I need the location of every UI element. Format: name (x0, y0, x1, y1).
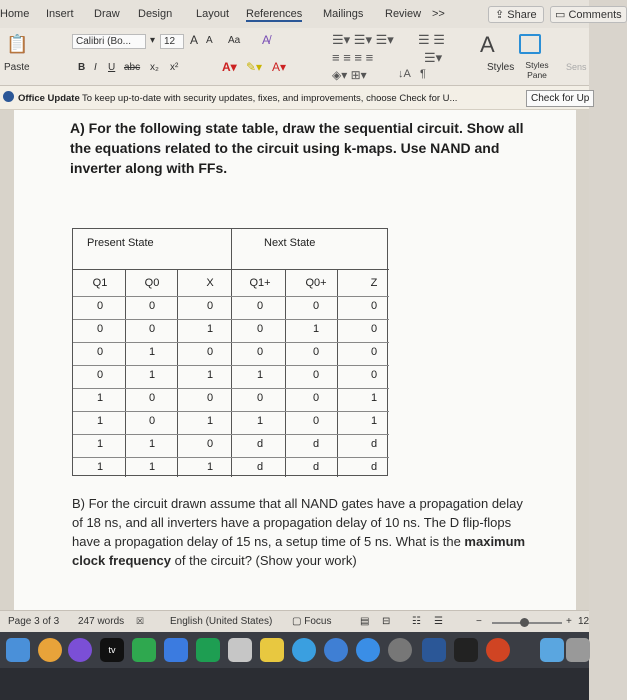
focus-label: Focus (304, 616, 332, 627)
tv-label: tv (108, 645, 116, 655)
clear-formatting-icon[interactable]: A̸ (262, 33, 271, 47)
table-cell-q1-next: 0 (256, 346, 264, 358)
finder-icon[interactable] (6, 638, 30, 662)
row-line (73, 296, 389, 297)
table-cell-q1: 1 (96, 415, 104, 427)
column-line (177, 269, 178, 477)
styles-label[interactable]: Styles (487, 62, 515, 73)
strikethrough-button[interactable]: abc (124, 62, 141, 73)
highlight-icon[interactable]: ✎▾ (246, 60, 263, 74)
table-cell-q1: 1 (96, 392, 104, 404)
table-cell-z: d (370, 461, 378, 473)
column-header-q0-next: Q0+ (305, 277, 327, 289)
row-line (73, 434, 389, 435)
tab-layout[interactable]: Layout (196, 8, 230, 20)
language-label[interactable]: English (United States) (170, 616, 273, 627)
question-b-body: B) For the circuit drawn assume that all NAND gates have a propagation delay of 18 ns, and all inverters have a propagation delay of 10 ns. The D flip-flops have a propagation delay of 15 ns, a setup time of 5 ns. What is the (72, 496, 523, 549)
zoom-value[interactable]: 12 (578, 616, 590, 627)
indent-icon[interactable]: ☰ ☰ (418, 32, 445, 47)
share-icon: ⇪ (495, 9, 508, 21)
underline-button[interactable]: U (108, 62, 116, 73)
table-cell-q0: 0 (148, 415, 156, 427)
table-cell-x: 0 (206, 346, 214, 358)
table-cell-z: 0 (370, 300, 378, 312)
table-cell-z: d (370, 438, 378, 450)
state-table (72, 228, 388, 476)
notes-icon[interactable] (260, 638, 284, 662)
table-cell-z: 1 (370, 392, 378, 404)
row-line (73, 457, 389, 458)
table-cell-q1-next: d (256, 461, 264, 473)
page-count[interactable]: Page 3 of 3 (8, 616, 60, 627)
update-message: To keep up-to-date with security updates, fixes, and improvements, choose Check for U... (82, 93, 458, 104)
question-b-tail: of the circuit? (Show your work) (174, 553, 357, 568)
table-cell-q1-next: d (256, 438, 264, 450)
bold-button[interactable]: B (78, 62, 86, 73)
table-cell-x: 0 (206, 392, 214, 404)
info-icon (3, 91, 14, 102)
print-layout-icon[interactable]: ▤ (360, 616, 370, 627)
tab-references[interactable]: References (246, 8, 303, 20)
table-cell-q0-next: 0 (312, 300, 320, 312)
update-notification-bar (0, 86, 589, 110)
table-cell-q1: 1 (96, 438, 104, 450)
comment-icon: ▭ (555, 9, 569, 21)
column-line (125, 269, 126, 477)
table-cell-q1-next: 0 (256, 300, 264, 312)
next-state-header: Next State (264, 237, 316, 249)
table-cell-q1-next: 0 (256, 323, 264, 335)
font-name-select[interactable]: Calibri (Bo... (72, 34, 146, 49)
paste-label[interactable]: Paste (4, 62, 30, 73)
tab-review[interactable]: Review (385, 8, 422, 20)
table-cell-x: 1 (206, 461, 214, 473)
table-cell-x: 0 (206, 300, 214, 312)
row-line (73, 342, 389, 343)
table-cell-x: 1 (206, 323, 214, 335)
row-line (73, 411, 389, 412)
table-cell-z: 1 (370, 415, 378, 427)
table-cell-q0: 1 (148, 461, 156, 473)
present-state-header: Present State (87, 237, 154, 249)
table-cell-q0: 1 (148, 369, 156, 381)
word-count[interactable]: 247 words (78, 616, 125, 627)
column-line (285, 269, 286, 477)
update-title: Office Update (18, 93, 80, 104)
word-icon[interactable] (422, 638, 446, 662)
table-cell-q1: 0 (96, 369, 104, 381)
sensitivity-label[interactable]: Sens (566, 62, 587, 72)
shrink-font-button[interactable]: A (206, 35, 213, 46)
chevron-down-icon[interactable]: ▾ (150, 35, 156, 46)
table-cell-q1-next: 0 (256, 392, 264, 404)
table-cell-q1: 0 (96, 323, 104, 335)
proofing-icon[interactable]: ☒ (136, 616, 145, 626)
table-cell-z: 0 (370, 323, 378, 335)
tab-mailings[interactable]: Mailings (323, 8, 364, 20)
table-cell-q1: 0 (96, 346, 104, 358)
table-cell-q0-next: d (312, 438, 320, 450)
font-color-icon[interactable]: A▾ (272, 60, 287, 74)
column-header-q0: Q0 (144, 277, 160, 289)
folder-icon[interactable] (540, 638, 564, 662)
shading-icon[interactable]: ◈▾ ⊞▾ (332, 68, 367, 82)
table-cell-q1: 1 (96, 461, 104, 473)
system-preferences-icon[interactable] (388, 638, 412, 662)
maps-icon[interactable] (324, 638, 348, 662)
column-line (337, 269, 338, 477)
table-cell-q1-next: 1 (256, 415, 264, 427)
paste-icon[interactable]: 📋 (6, 34, 29, 54)
table-divider (231, 229, 232, 477)
table-cell-q0-next: 0 (312, 392, 320, 404)
tab-design[interactable]: Design (138, 8, 173, 20)
column-header-q1: Q1 (92, 277, 108, 289)
text-effects-icon[interactable]: A▾ (222, 60, 237, 74)
superscript-button[interactable]: x² (170, 62, 179, 73)
table-cell-q1-next: 1 (256, 369, 264, 381)
app-store-icon[interactable] (356, 638, 380, 662)
styles-gallery-icon[interactable]: A (480, 32, 495, 57)
styles-pane-label[interactable]: Styles Pane (525, 60, 549, 80)
font-size-select[interactable]: 12 (160, 34, 184, 49)
comments-button[interactable] (550, 6, 627, 23)
web-layout-icon[interactable]: ⊟ (382, 616, 391, 627)
table-cell-q0-next: 0 (312, 346, 320, 358)
styles-pane-icon[interactable] (519, 34, 541, 54)
apple-tv-icon[interactable] (100, 638, 124, 662)
table-cell-q0: 1 (148, 346, 156, 358)
question-a-text: A) For the following state table, draw the sequential circuit. Show all the equations related to the circuit using k-maps. Use NAND and inverter along with FFs. (70, 120, 524, 176)
bullets-icon[interactable]: ☰▾ ☰▾ ☰▾ (332, 32, 394, 47)
share-button[interactable] (488, 6, 544, 23)
paragraph-mark-icon[interactable]: ¶ (420, 68, 426, 80)
sort-icon[interactable]: ↓A (398, 68, 411, 80)
tab-overflow[interactable]: >> (432, 8, 445, 20)
change-case-button[interactable]: Aa (228, 35, 241, 46)
read-mode-icon[interactable]: ☷ (412, 616, 421, 627)
numbers-chart-icon[interactable] (196, 638, 220, 662)
zoom-out-button[interactable]: − (476, 616, 482, 627)
grow-font-button[interactable]: A (190, 33, 199, 47)
focus-button[interactable] (292, 616, 331, 627)
column-header-z: Z (370, 277, 378, 289)
italic-button[interactable]: I (94, 62, 97, 73)
keynote-icon[interactable] (164, 638, 188, 662)
comments-label: Comments (568, 9, 622, 21)
zoom-slider-knob[interactable] (520, 618, 529, 627)
table-cell-q0-next: 1 (312, 323, 320, 335)
column-header-x: X (206, 277, 214, 289)
table-cell-q0: 0 (148, 392, 156, 404)
share-label: Share (507, 9, 537, 21)
table-cell-q0: 0 (148, 323, 156, 335)
table-cell-z: 0 (370, 369, 378, 381)
table-cell-q0: 0 (148, 300, 156, 312)
check-for-updates-button[interactable]: Check for Up (526, 90, 594, 107)
macos-dock (0, 632, 589, 700)
header-divider (73, 269, 389, 270)
powerpoint-icon[interactable] (486, 638, 510, 662)
tab-home[interactable]: Home (0, 8, 30, 20)
safari-icon[interactable] (292, 638, 316, 662)
photos-icon[interactable] (38, 638, 62, 662)
table-cell-q0-next: 0 (312, 415, 320, 427)
row-line (73, 365, 389, 366)
row-line (73, 388, 389, 389)
numbers-icon[interactable] (132, 638, 156, 662)
table-cell-q1: 0 (96, 300, 104, 312)
table-cell-x: 1 (206, 369, 214, 381)
font-book-icon[interactable] (228, 638, 252, 662)
status-bar (0, 610, 589, 632)
table-cell-q0-next: d (312, 461, 320, 473)
zoom-in-button[interactable]: + (566, 616, 572, 627)
question-b-text (72, 494, 532, 570)
table-cell-q0-next: 0 (312, 369, 320, 381)
trash-icon[interactable] (566, 638, 590, 662)
outline-icon[interactable]: ☰ (434, 616, 443, 627)
tab-insert[interactable]: Insert (46, 8, 74, 20)
podcasts-icon[interactable] (68, 638, 92, 662)
table-cell-x: 1 (206, 415, 214, 427)
line-spacing-icon[interactable]: ☰▾ (424, 50, 443, 65)
row-line (73, 319, 389, 320)
ribbon (0, 28, 589, 86)
question-b-bold: maximum clock frequency (72, 534, 526, 568)
tab-draw[interactable]: Draw (94, 8, 120, 20)
terminal-icon[interactable] (454, 638, 478, 662)
table-cell-x: 0 (206, 438, 214, 450)
align-icon[interactable]: ≡ ≡ ≡ ≡ (332, 50, 374, 65)
column-header-q1-next: Q1+ (249, 277, 271, 289)
focus-icon: ▢ (292, 616, 305, 627)
table-cell-q0: 1 (148, 438, 156, 450)
table-cell-z: 0 (370, 346, 378, 358)
ribbon-tabs (0, 0, 622, 28)
subscript-button[interactable]: x₂ (150, 62, 159, 73)
